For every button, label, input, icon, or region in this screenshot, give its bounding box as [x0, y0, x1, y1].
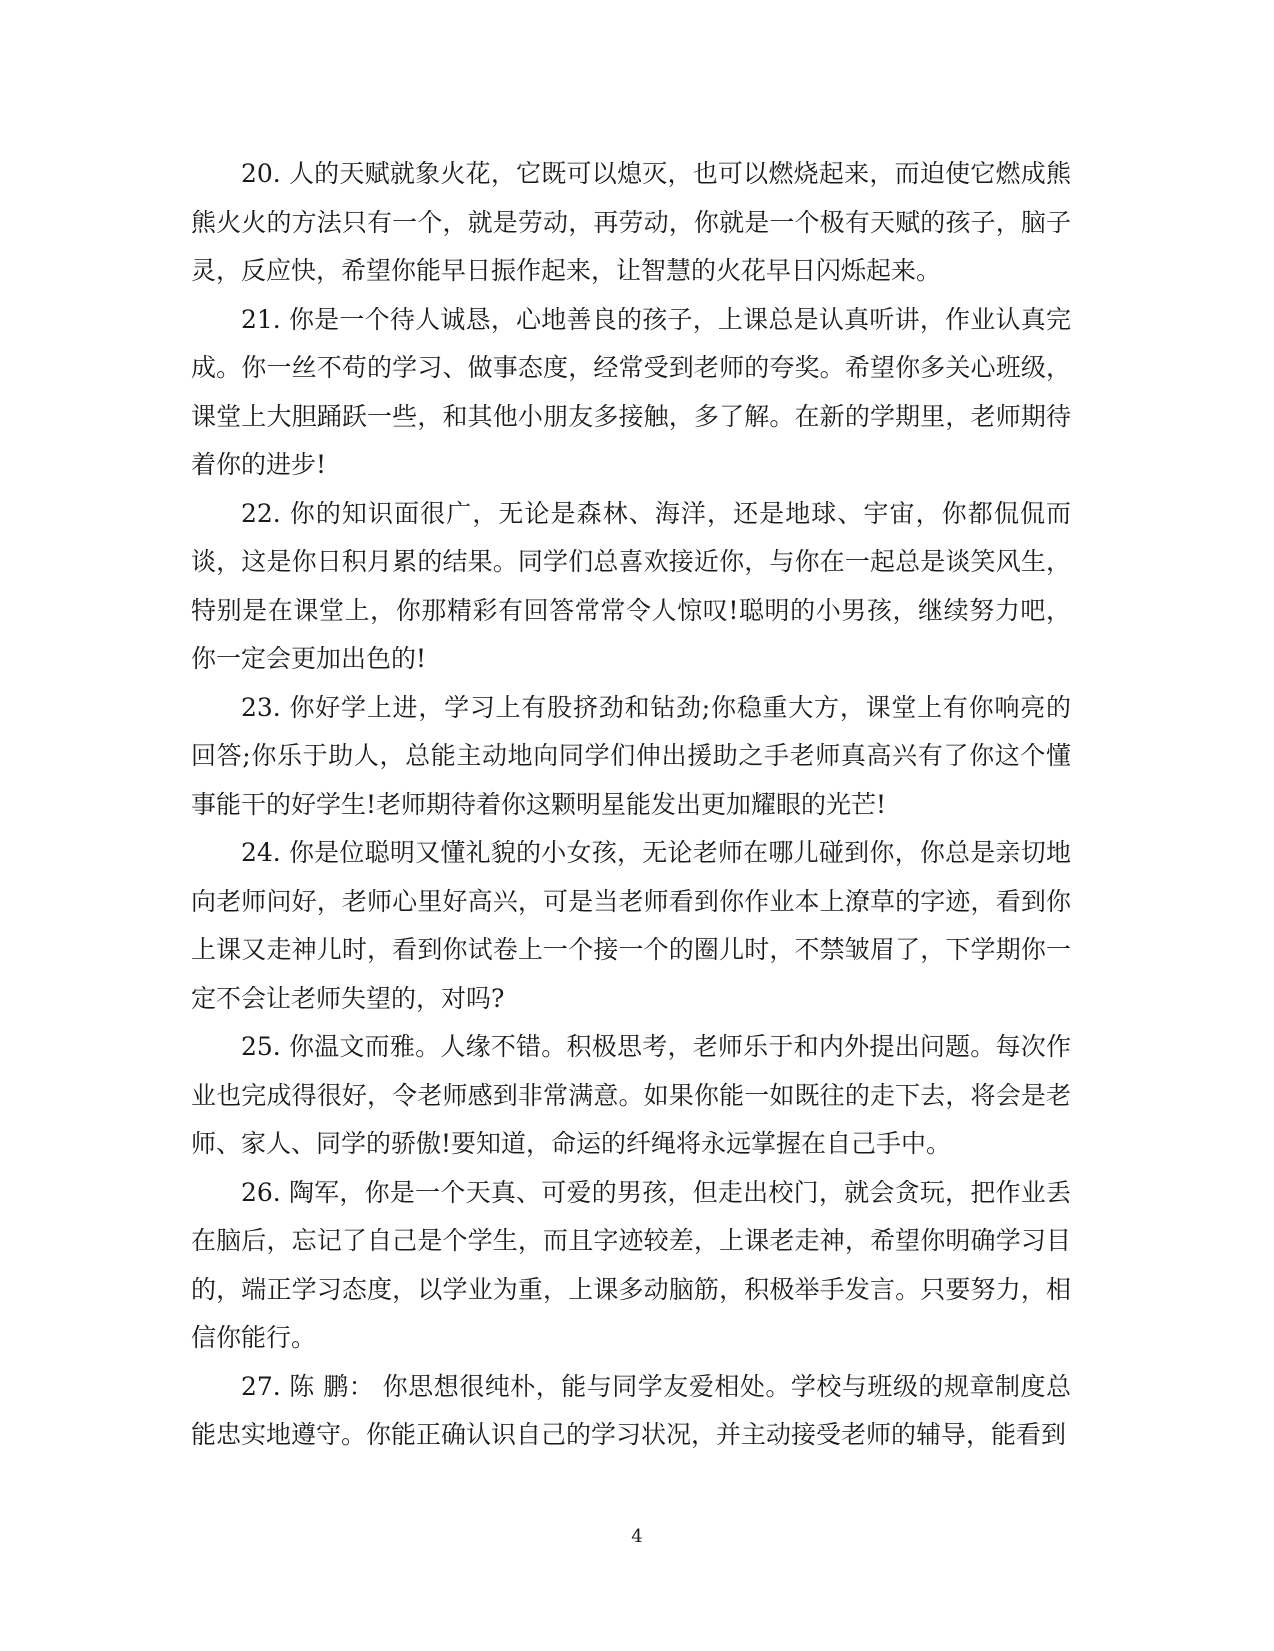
- page-number: 4: [631, 1526, 643, 1547]
- paragraph-26: 26. 陶军，你是一个天真、可爱的男孩，但走出校门，就会贪玩，把作业丢在脑后，忘记了自己是个学生，而且字迹较差，上课老走神，希望你明确学习目的，端正学习态度，以学业为重，上课多动脑筋，积极举手发言。只要努力，相信你能行。: [191, 1177, 1071, 1352]
- paragraph-27: 27. 陈 鹏： 你思想很纯朴，能与同学友爱相处。学校与班级的规章制度总能忠实地遵守。你能正确认识自己的学习状况，并主动接受老师的辅导，能看到: [191, 1371, 1071, 1449]
- paragraph-23: 23. 你好学上进，学习上有股挤劲和钻劲;你稳重大方，课堂上有你响亮的回答;你乐于助人，总能主动地向同学们伸出援助之手老师真高兴有了你这个懂事能干的好学生!老师期待着你这颗明星能发出更加耀眼的光芒!: [191, 692, 1071, 819]
- paragraph-25: 25. 你温文而雅。人缘不错。积极思考，老师乐于和内外提出问题。每次作业也完成得很好，令老师感到非常满意。如果你能一如既往的走下去，将会是老师、家人、同学的骄傲!要知道，命运的纤绳将永远掌握在自己手中。: [191, 1032, 1071, 1158]
- paragraph-24: 24. 你是位聪明又懂礼貌的小女孩，无论老师在哪儿碰到你，你总是亲切地向老师问好，老师心里好高兴，可是当老师看到你作业本上潦草的字迹，看到你上课又走神儿时，看到你试卷上一个接一个的圈儿时，不禁皱眉了，下学期你一定不会让老师失望的，对吗?: [191, 838, 1071, 1013]
- paragraph-21: 21. 你是一个待人诚恳，心地善良的孩子，上课总是认真听讲，作业认真完成。你一丝不苟的学习、做事态度，经常受到老师的夸奖。希望你多关心班级，课堂上大胆踊跃一些，和其他小朋友多接触，多了解。在新的学期里，老师期待着你的进步!: [191, 304, 1071, 479]
- paragraph-20: 20. 人的天赋就象火花，它既可以熄灭，也可以燃烧起来，而迫使它燃成熊熊火火的方法只有一个，就是劳动，再劳动，你就是一个极有天赋的孩子，脑子灵，反应快，希望你能早日振作起来，让智慧的火花早日闪烁起来。: [191, 159, 1071, 285]
- body-text: [191, 150, 1071, 1460]
- paragraph-22: 22. 你的知识面很广，无论是森林、海洋，还是地球、宇宙，你都侃侃而谈，这是你日积月累的结果。同学们总喜欢接近你，与你在一起总是谈笑风生，特别是在课堂上，你那精彩有回答常常令人惊叹!聪明的小男孩，继续努力吧，你一定会更加出色的!: [191, 498, 1071, 673]
